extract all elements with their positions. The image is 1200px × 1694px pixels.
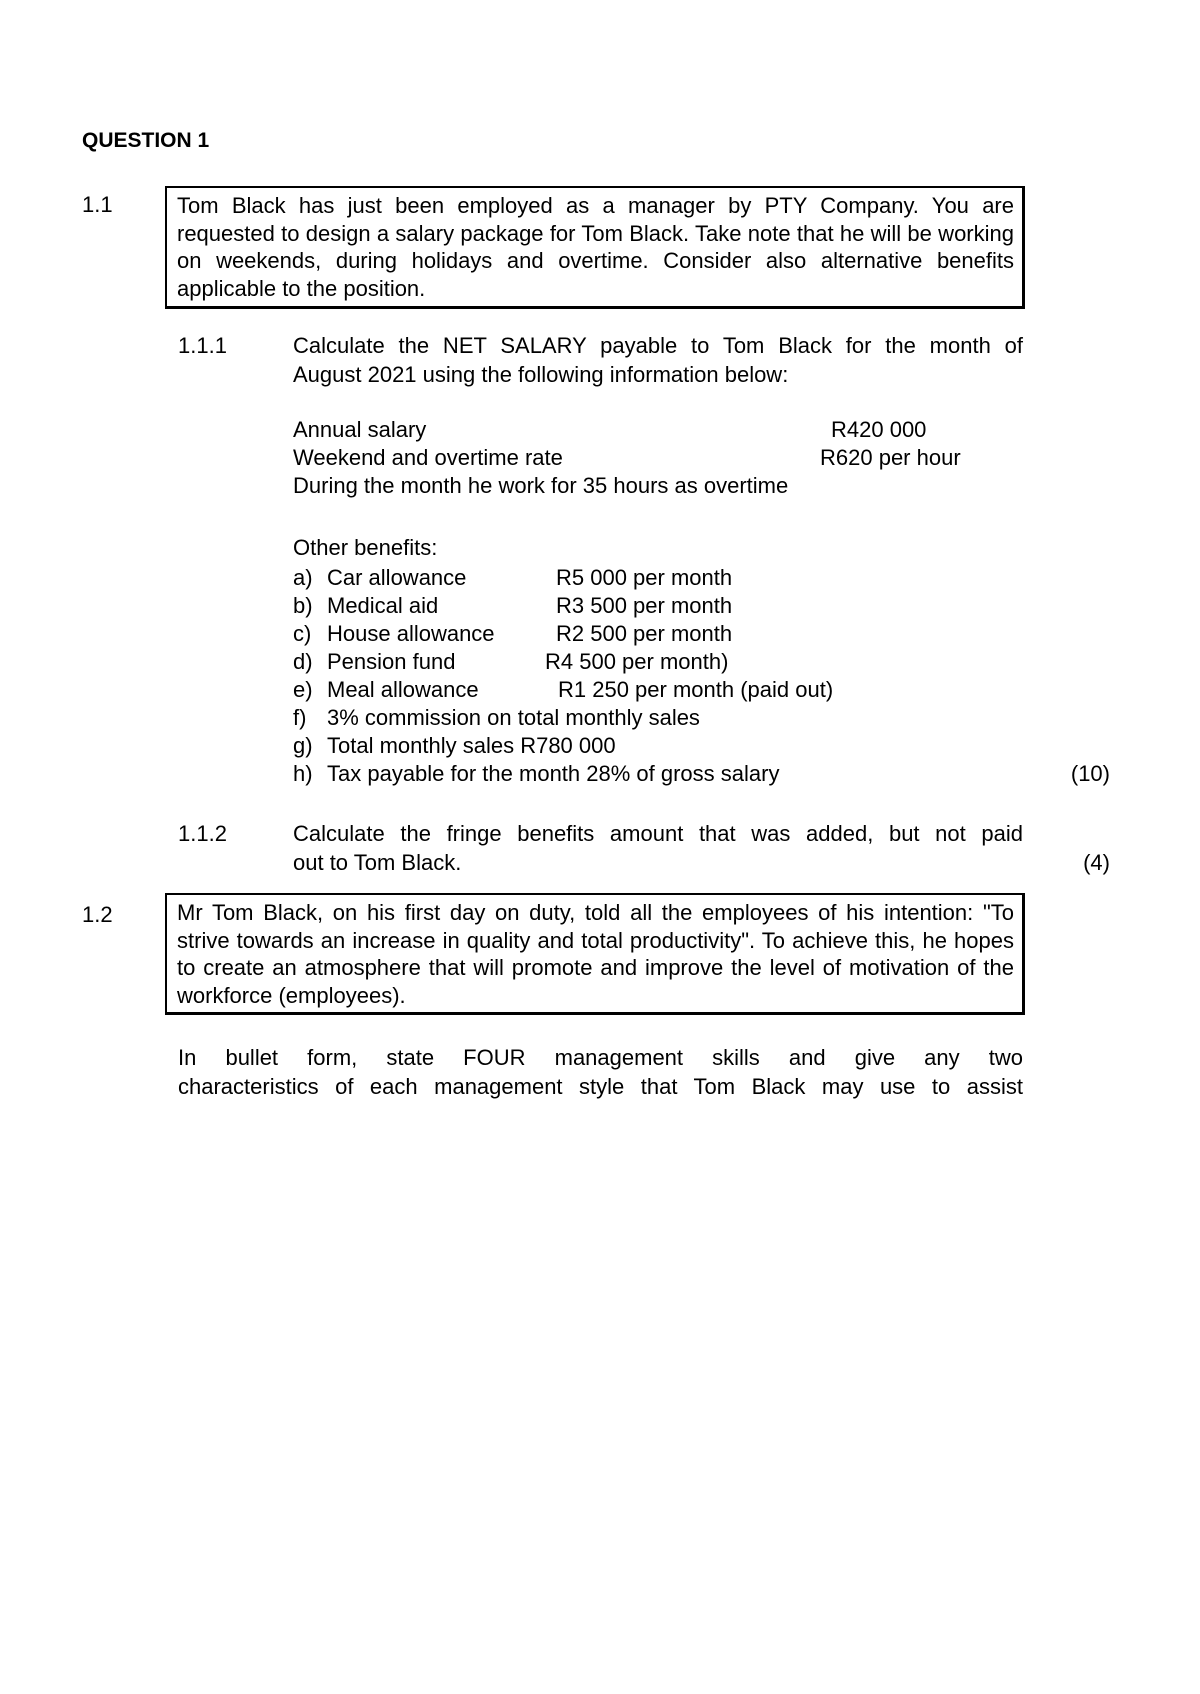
benefit-item — [293, 732, 616, 760]
question-number-1-1: 1.1 — [82, 192, 113, 217]
annual-salary-label: Annual salary — [293, 417, 427, 442]
benefit-text: Total monthly sales R780 000 — [327, 733, 616, 758]
benefit-name: Car allowance — [327, 565, 467, 590]
question-title: QUESTION 1 — [82, 129, 210, 152]
benefit-name: Pension fund — [327, 649, 456, 674]
scenario-box-1-2: Mr Tom Black, on his first day on duty, told all the employees of his intention: "To strive towards an increase in quality and total productivity". To achieve this, he hopes to create an atmosphere that will promote and improve the level of motivation of the workforce (employees). — [165, 893, 1025, 1015]
benefit-item — [293, 620, 495, 648]
benefit-value: R1 250 per month (paid out) — [558, 677, 834, 702]
scenario-box-1-1: Tom Black has just been employed as a manager by PTY Company. You are requested to design a salary package for Tom Black. Take note that he will be working on weekends, during holidays and overtime. Consider also alternative benefits applicable to the position. — [165, 186, 1025, 309]
overtime-rate-value: R620 per hour — [820, 445, 961, 470]
other-benefits-heading: Other benefits: — [293, 535, 438, 560]
question-1-1-1-line2: August 2021 using the following information below: — [293, 362, 789, 387]
list-label: c) — [293, 621, 312, 646]
annual-salary-value: R420 000 — [831, 417, 927, 442]
marks-1-1-2: (4) — [1083, 850, 1110, 875]
list-label: e) — [293, 677, 313, 702]
benefit-item — [293, 648, 455, 676]
question-1-1-1-line1: Calculate the NET SALARY payable to Tom Black for the month of — [293, 333, 1023, 358]
benefit-value: R3 500 per month — [556, 593, 733, 618]
benefit-item — [293, 704, 700, 732]
benefit-name: Medical aid — [327, 593, 439, 618]
list-label: b) — [293, 593, 313, 618]
benefit-item — [293, 760, 779, 788]
benefit-item — [293, 676, 479, 704]
question-1-1-2-line1: Calculate the fringe benefits amount that was added, but not paid — [293, 821, 1023, 846]
question-number-1-1-1: 1.1.1 — [178, 333, 227, 358]
benefit-item — [293, 592, 438, 620]
list-label: h) — [293, 761, 313, 786]
marks-1-1-1: (10) — [1070, 761, 1110, 786]
question-1-2-instruction-line1: In bullet form, state FOUR management skills and give any two — [178, 1045, 1023, 1070]
question-1-2-instruction-line2: characteristics of each management style that Tom Black may use to assist — [178, 1074, 1023, 1099]
benefit-name: Meal allowance — [327, 677, 479, 702]
list-label: a) — [293, 565, 313, 590]
overtime-hours-line: During the month he work for 35 hours as overtime — [293, 473, 789, 498]
list-label: d) — [293, 649, 313, 674]
list-label: f) — [293, 705, 307, 730]
benefit-value: R5 000 per month — [556, 565, 733, 590]
question-1-1-2-line2: out to Tom Black. — [293, 850, 462, 875]
list-label: g) — [293, 733, 313, 758]
benefit-value: R4 500 per month) — [545, 649, 729, 674]
benefit-name: House allowance — [327, 621, 495, 646]
question-number-1-1-2: 1.1.2 — [178, 821, 227, 846]
benefit-text: Tax payable for the month 28% of gross salary — [327, 761, 780, 786]
benefit-value: R2 500 per month — [556, 621, 733, 646]
benefit-item — [293, 564, 466, 592]
overtime-rate-label: Weekend and overtime rate — [293, 445, 563, 470]
benefit-text: 3% commission on total monthly sales — [327, 705, 700, 730]
question-number-1-2: 1.2 — [82, 902, 113, 927]
